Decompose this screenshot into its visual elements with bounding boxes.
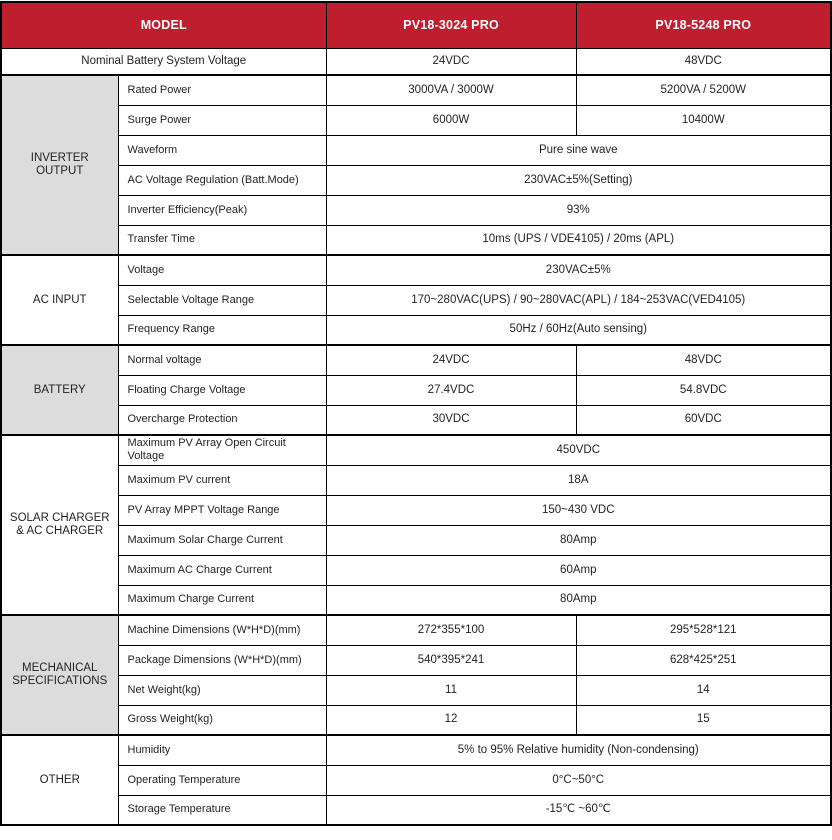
row-selectable-voltage-range — [1, 285, 831, 315]
spec-table — [0, 1, 832, 826]
param-label: Overcharge Protection — [118, 405, 326, 435]
param-label: Machine Dimensions (W*H*D)(mm) — [118, 615, 326, 645]
param-label: Rated Power — [118, 75, 326, 105]
row-inverter-efficiency-peak — [1, 195, 831, 225]
param-label: PV Array MPPT Voltage Range — [118, 495, 326, 525]
row-maximum-charge-current — [1, 585, 831, 615]
section-label-mechanical-specifications: MECHANICAL SPECIFICATIONS — [1, 615, 118, 735]
value-cell: 540*395*241 — [326, 645, 576, 675]
row-frequency-range — [1, 315, 831, 345]
value-cell: 48VDC — [576, 48, 831, 75]
value-span-cell: 450VDC — [326, 435, 831, 465]
param-label: Surge Power — [118, 105, 326, 135]
model-header-cell: MODEL — [1, 2, 326, 48]
param-label: Humidity — [118, 735, 326, 765]
row-voltage — [1, 255, 831, 285]
value-cell: 295*528*121 — [576, 615, 831, 645]
param-label: Maximum Charge Current — [118, 585, 326, 615]
row-surge-power — [1, 105, 831, 135]
value-span-cell: -15℃ ~60℃ — [326, 795, 831, 825]
value-cell: 24VDC — [326, 345, 576, 375]
param-label: Transfer Time — [118, 225, 326, 255]
value-span-cell: 80Amp — [326, 525, 831, 555]
param-label: Maximum PV current — [118, 465, 326, 495]
param-label: Nominal Battery System Voltage — [1, 48, 326, 75]
value-span-cell: 60Amp — [326, 555, 831, 585]
value-cell: 11 — [326, 675, 576, 705]
row-maximum-pv-current — [1, 465, 831, 495]
value-cell: 272*355*100 — [326, 615, 576, 645]
value-span-cell: 5% to 95% Relative humidity (Non-condensing) — [326, 735, 831, 765]
value-span-cell: 150~430 VDC — [326, 495, 831, 525]
row-waveform — [1, 135, 831, 165]
row-humidity — [1, 735, 831, 765]
param-label: Voltage — [118, 255, 326, 285]
row-nominal-battery-system-voltage — [1, 48, 831, 75]
param-label: Maximum AC Charge Current — [118, 555, 326, 585]
param-label: Normal voltage — [118, 345, 326, 375]
value-cell: 24VDC — [326, 48, 576, 75]
param-label: Floating Charge Voltage — [118, 375, 326, 405]
param-label: Operating Temperature — [118, 765, 326, 795]
value-span-cell: 230VAC±5% — [326, 255, 831, 285]
row-transfer-time — [1, 225, 831, 255]
value-span-cell: 230VAC±5%(Setting) — [326, 165, 831, 195]
section-label-inverter-output: INVERTER OUTPUT — [1, 75, 118, 255]
row-rated-power — [1, 75, 831, 105]
value-span-cell: 170~280VAC(UPS) / 90~280VAC(APL) / 184~253VAC(VED4105) — [326, 285, 831, 315]
header-row — [1, 2, 831, 48]
value-cell: 6000W — [326, 105, 576, 135]
param-label: Maximum PV Array Open Circuit Voltage — [118, 435, 326, 465]
param-label: Frequency Range — [118, 315, 326, 345]
param-label: Maximum Solar Charge Current — [118, 525, 326, 555]
spec-table-header — [1, 2, 831, 48]
row-maximum-solar-charge-current — [1, 525, 831, 555]
value-cell: 3000VA / 3000W — [326, 75, 576, 105]
param-label: AC Voltage Regulation (Batt.Mode) — [118, 165, 326, 195]
value-cell: 30VDC — [326, 405, 576, 435]
param-label: Inverter Efficiency(Peak) — [118, 195, 326, 225]
param-label: Net Weight(kg) — [118, 675, 326, 705]
value-span-cell: 80Amp — [326, 585, 831, 615]
section-label-ac-input: AC INPUT — [1, 255, 118, 345]
param-label: Waveform — [118, 135, 326, 165]
value-cell: 5200VA / 5200W — [576, 75, 831, 105]
value-cell: 14 — [576, 675, 831, 705]
row-floating-charge-voltage — [1, 375, 831, 405]
row-ac-voltage-regulation-batt-mode — [1, 165, 831, 195]
value-span-cell: 18A — [326, 465, 831, 495]
row-overcharge-protection — [1, 405, 831, 435]
product-column-header-pv18-3024-pro: PV18-3024 PRO — [326, 2, 576, 48]
value-cell: 27.4VDC — [326, 375, 576, 405]
row-maximum-ac-charge-current — [1, 555, 831, 585]
value-cell: 54.8VDC — [576, 375, 831, 405]
value-cell: 10400W — [576, 105, 831, 135]
value-cell: 12 — [326, 705, 576, 735]
value-cell: 48VDC — [576, 345, 831, 375]
value-span-cell: Pure sine wave — [326, 135, 831, 165]
value-span-cell: 10ms (UPS / VDE4105) / 20ms (APL) — [326, 225, 831, 255]
section-label-other: OTHER — [1, 735, 118, 825]
row-gross-weight-kg — [1, 705, 831, 735]
row-storage-temperature — [1, 795, 831, 825]
row-net-weight-kg — [1, 675, 831, 705]
value-cell: 15 — [576, 705, 831, 735]
row-pv-array-mppt-voltage-range — [1, 495, 831, 525]
param-label: Storage Temperature — [118, 795, 326, 825]
row-machine-dimensions-w-h-d-mm — [1, 615, 831, 645]
value-span-cell: 93% — [326, 195, 831, 225]
value-span-cell: 50Hz / 60Hz(Auto sensing) — [326, 315, 831, 345]
row-normal-voltage — [1, 345, 831, 375]
value-cell: 60VDC — [576, 405, 831, 435]
param-label: Gross Weight(kg) — [118, 705, 326, 735]
row-maximum-pv-array-open-circuit-voltage — [1, 435, 831, 465]
value-span-cell: 0°C~50°C — [326, 765, 831, 795]
row-operating-temperature — [1, 765, 831, 795]
param-label: Package Dimensions (W*H*D)(mm) — [118, 645, 326, 675]
row-package-dimensions-w-h-d-mm — [1, 645, 831, 675]
section-label-solar-charger-ac-charger: SOLAR CHARGER & AC CHARGER — [1, 435, 118, 615]
param-label: Selectable Voltage Range — [118, 285, 326, 315]
spec-table-body — [1, 48, 831, 825]
section-label-battery: BATTERY — [1, 345, 118, 435]
value-cell: 628*425*251 — [576, 645, 831, 675]
product-column-header-pv18-5248-pro: PV18-5248 PRO — [576, 2, 831, 48]
